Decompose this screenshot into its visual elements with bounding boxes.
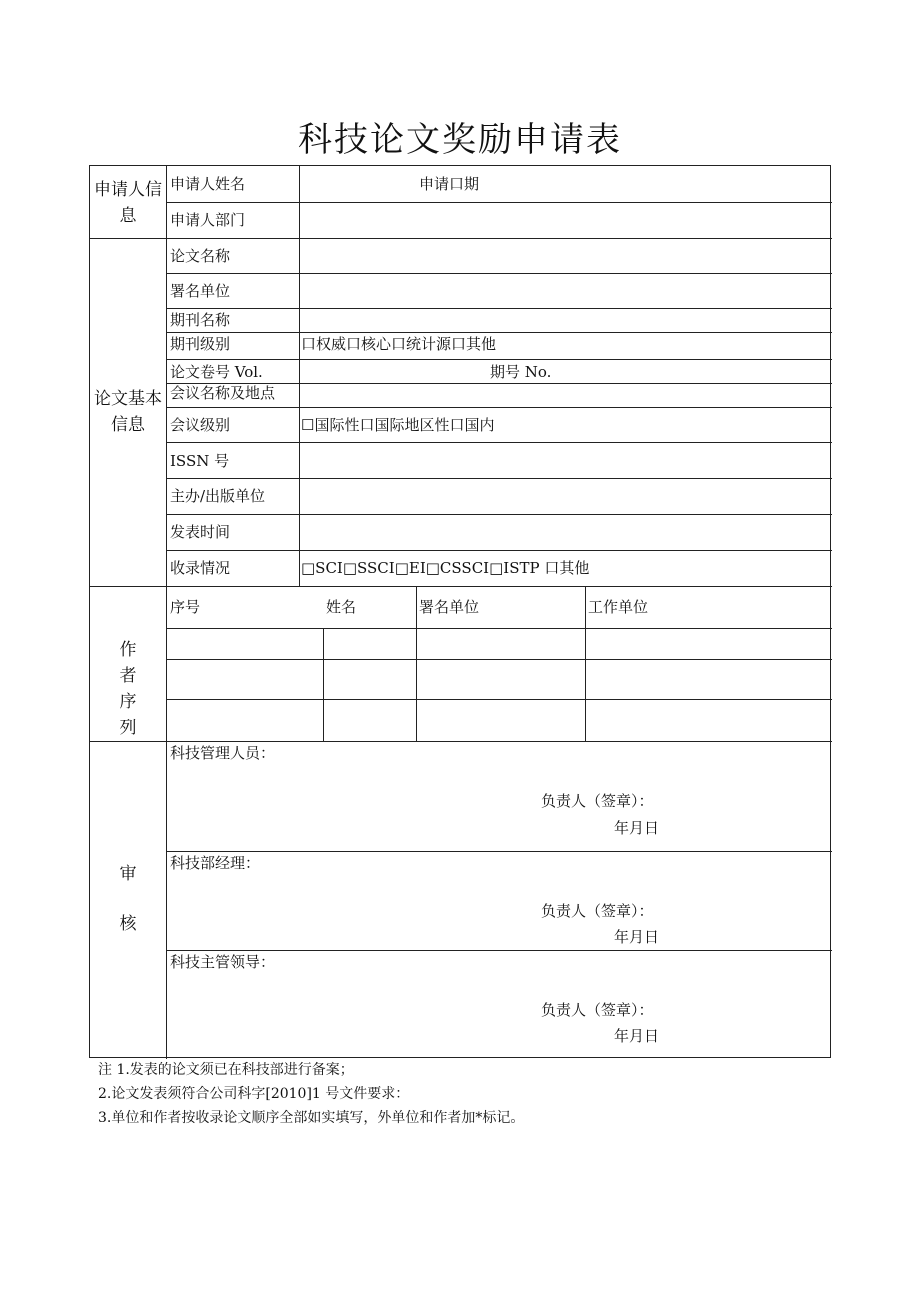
- row-line: [167, 514, 832, 515]
- note-3: 3.单位和作者按收录论文顺序全部如实填写，外单位和作者加*标记。: [98, 1110, 525, 1126]
- column-line: [585, 586, 586, 741]
- journal-name-label: 期刊名称: [170, 311, 231, 329]
- publish-time-label: 发表时间: [170, 523, 231, 541]
- section-line: [90, 741, 832, 742]
- section-paper-info: 论文基本信息: [94, 389, 162, 435]
- application-form: [89, 165, 831, 1058]
- issue-label: 期号 No.: [490, 363, 552, 381]
- conference-level-options[interactable]: ☐国际性口国际地区性口国内: [301, 416, 495, 434]
- section-applicant-info: 申请人信息: [94, 180, 162, 226]
- review-tech-staff-signer: 负责人（签章）：: [541, 792, 654, 810]
- paper-title-label: 论文名称: [170, 247, 231, 265]
- row-line: [167, 699, 832, 700]
- section-line: [90, 238, 832, 239]
- publisher-label: 主办/出版单位: [170, 487, 266, 505]
- review-dept-manager-date: 年月日: [614, 928, 660, 946]
- journal-level-label: 期刊级别: [170, 335, 231, 353]
- author-column-name: 姓名: [326, 598, 357, 616]
- section-line: [90, 586, 832, 587]
- row-line: [167, 407, 832, 408]
- row-line: [167, 308, 832, 309]
- applicant-department-label: 申请人部门: [170, 211, 246, 229]
- row-line: [167, 628, 832, 629]
- applicant-name-label: 申请人姓名: [170, 175, 246, 193]
- volume-label: 论文卷号 Vol.: [170, 363, 263, 381]
- row-line: [167, 442, 832, 443]
- conference-name-label: 会议名称及地点: [170, 384, 276, 402]
- column-line: [323, 628, 324, 741]
- author-column-index: 序号: [170, 598, 201, 616]
- review-tech-staff-date: 年月日: [614, 819, 660, 837]
- issn-label: ISSN 号: [170, 452, 230, 470]
- application-date-label: 申请口期: [419, 175, 480, 193]
- review-dept-manager-signer: 负责人（签章）：: [541, 902, 654, 920]
- author-column-work-unit: 工作单位: [588, 598, 649, 616]
- row-line: [167, 950, 832, 951]
- conference-level-label: 会议级别: [170, 416, 231, 434]
- review-supervisor-signer: 负责人（签章）：: [541, 1001, 654, 1019]
- column-line: [299, 166, 300, 586]
- row-line: [167, 359, 832, 360]
- note-1: 注 1.发表的论文须已在科技部进行备案；: [98, 1062, 354, 1078]
- row-line: [167, 659, 832, 660]
- signed-unit-label: 署名单位: [170, 282, 231, 300]
- row-line: [167, 550, 832, 551]
- column-line: [416, 586, 417, 741]
- journal-level-options[interactable]: 口权威口核心口统计源口其他: [301, 335, 497, 353]
- row-line: [167, 851, 832, 852]
- review-tech-staff-label: 科技管理人员：: [170, 744, 276, 762]
- row-line: [167, 273, 832, 274]
- index-status-options[interactable]: □SCI□SSCI□EI□CSSCI□ISTP 口其他: [301, 559, 590, 577]
- review-dept-manager-label: 科技部经理：: [170, 854, 261, 872]
- form-title: 科技论文奖励申请表: [298, 120, 622, 160]
- review-supervisor-date: 年月日: [614, 1027, 660, 1045]
- index-status-label: 收录情况: [170, 559, 231, 577]
- section-review-line1: 审: [119, 864, 137, 884]
- section-author-sequence: 作者序列: [119, 640, 137, 738]
- row-line: [167, 332, 832, 333]
- note-2: 2.论文发表须符合公司科字[2010]1 号文件要求：: [98, 1086, 410, 1102]
- column-line: [166, 166, 167, 1059]
- review-supervisor-label: 科技主管领导：: [170, 953, 276, 971]
- author-column-signed-unit: 署名单位: [419, 598, 480, 616]
- section-review-line2: 核: [119, 914, 137, 934]
- row-line: [167, 478, 832, 479]
- row-line: [167, 202, 832, 203]
